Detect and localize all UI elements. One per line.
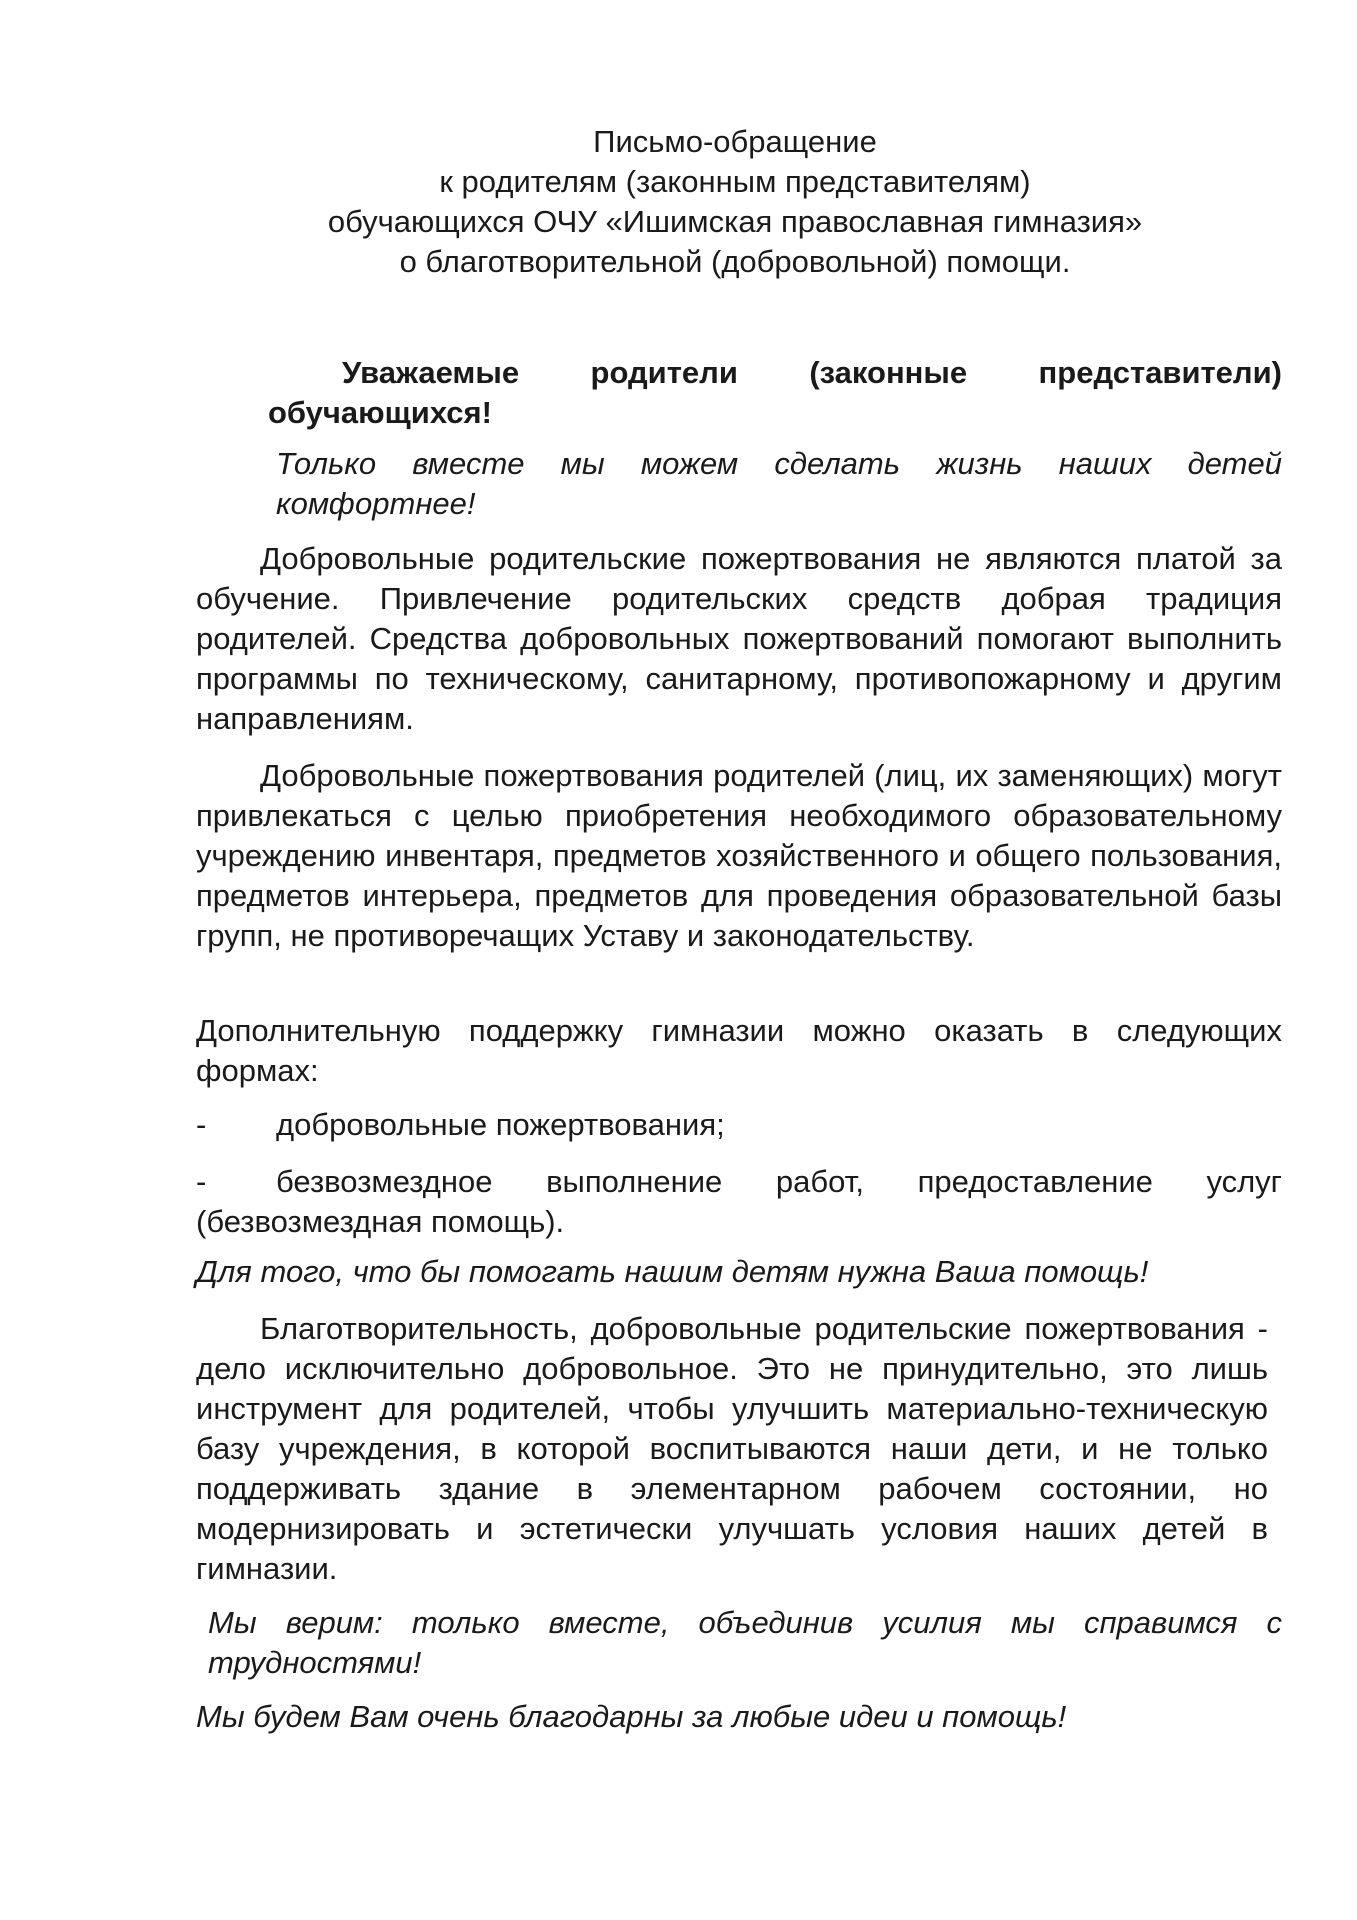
- document-title: [0, 122, 1357, 282]
- title-line-2: к родителям (законным представителям): [439, 164, 1031, 199]
- title-line-3: обучающихся ОЧУ «Ишимская православная гимназия»: [327, 204, 1143, 239]
- motto-top: Только вместе мы можем сделать жизнь наших детей комфортнее!: [276, 446, 1282, 521]
- title-line-1: Письмо-обращение: [593, 124, 877, 159]
- title-line-4: о благотворительной (добровольной) помощи.: [399, 244, 1071, 279]
- italic-callout-1: Для того, что бы помогать нашим детям нужна Ваша помощь!: [196, 1254, 1149, 1289]
- motto-bottom: Мы верим: только вместе, объединив усилия мы справимся с трудностями!: [208, 1605, 1282, 1680]
- list-bullet: -: [196, 1164, 207, 1199]
- paragraph-3: Дополнительную поддержку гимназии можно оказать в следующих формах:: [196, 1013, 1282, 1088]
- greeting: Уважаемые родители (законные представители) обучающихся!: [268, 355, 1282, 430]
- paragraph-2: Добровольные пожертвования родителей (лиц, их заменяющих) могут привлекаться с целью приобретения необходимого образовательному учреждению инвентаря, предметов хозяйственного и общего пользования, предметов интерьера, предметов для проведения образовательной базы групп, не противоречащих Уставу и законодательству.: [196, 758, 1282, 953]
- list-item-text: безвозмездное выполнение работ, предоставление услуг (безвозмездная помощь).: [196, 1164, 1282, 1239]
- list-bullet: -: [196, 1107, 207, 1142]
- list-item: [196, 1162, 1282, 1242]
- italic-callout-2: Мы будем Вам очень благодарны за любые идеи и помощь!: [196, 1699, 1067, 1734]
- list-item-text: добровольные пожертвования;: [276, 1107, 725, 1142]
- paragraph-4: Благотворительность, добровольные родительские пожертвования - дело исключительно добровольное. Это не принудительно, это лишь инструмент для родителей, чтобы улучшить материально-техническую базу учреждения, в которой воспитываются наши дети, и не только поддерживать здание в элементарном рабочем состоянии, но модернизировать и эстетически улучшать условия наших детей в гимназии.: [196, 1311, 1268, 1586]
- list-item: [196, 1105, 1282, 1145]
- paragraph-1: Добровольные родительские пожертвования не являются платой за обучение. Привлечение родительских средств добрая традиция родителей. Средства добровольных пожертвований помогают выполнить программы по техническому, санитарному, противопожарному и другим направлениям.: [196, 541, 1282, 736]
